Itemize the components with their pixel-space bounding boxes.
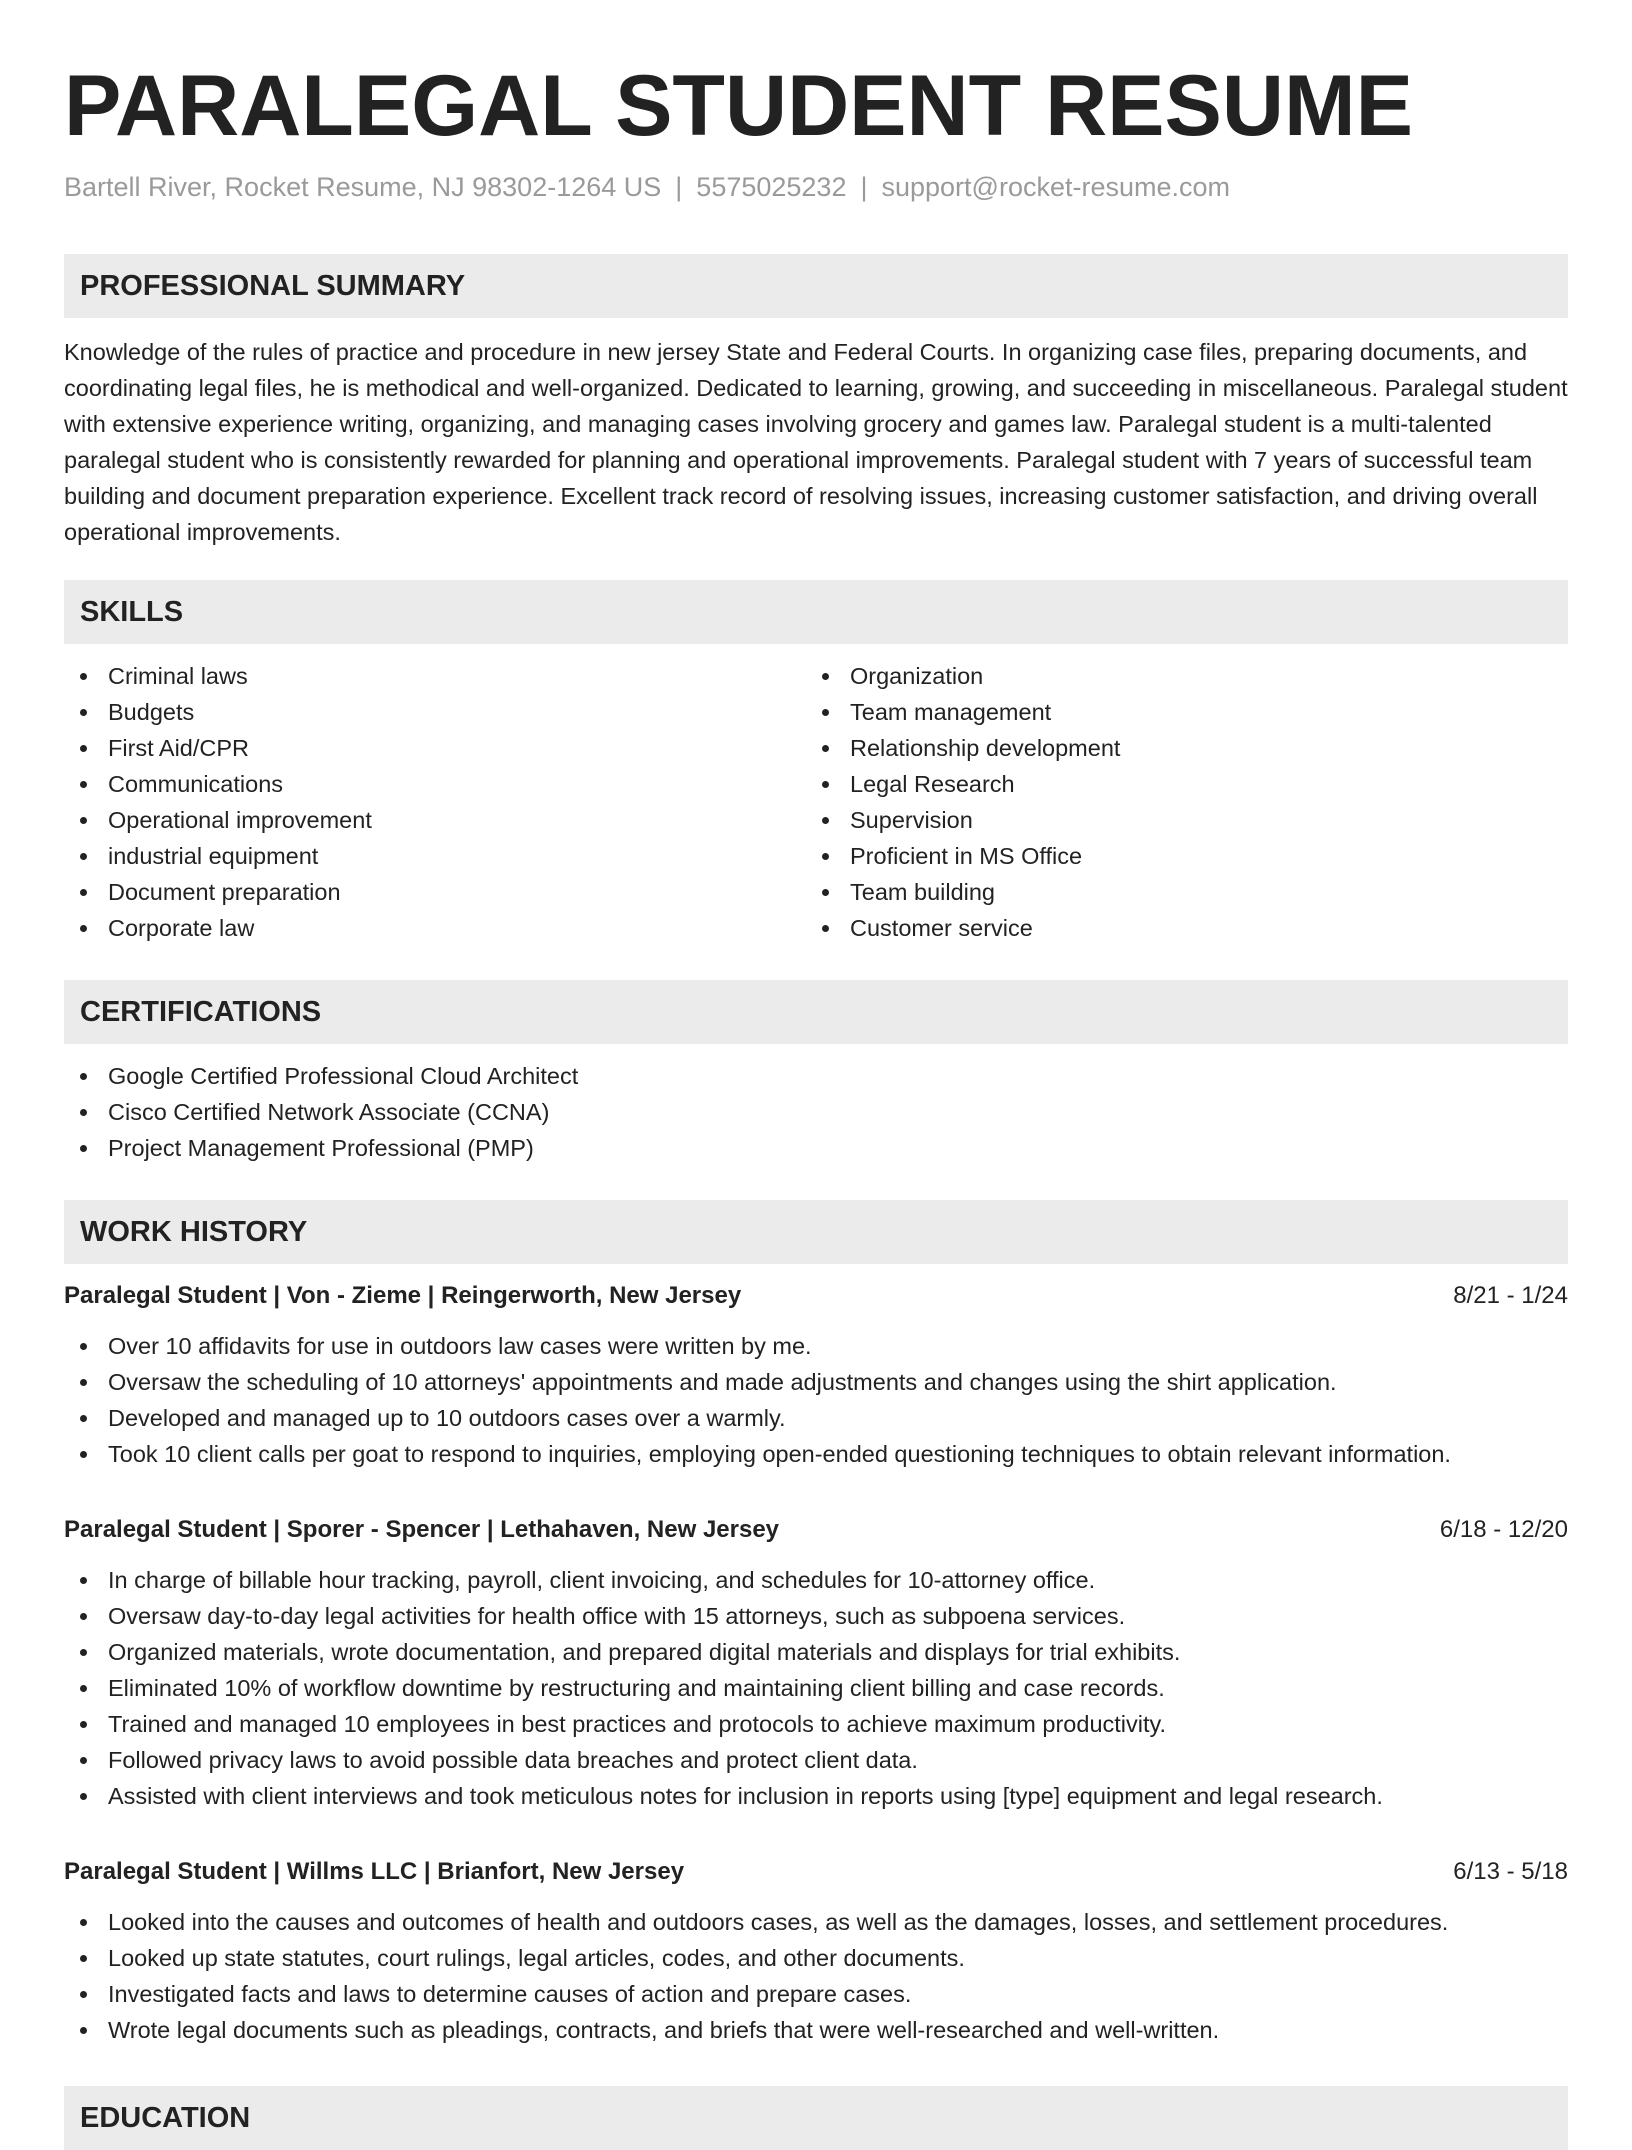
job-bullets — [64, 1904, 1568, 2048]
skills-heading: SKILLS — [64, 580, 1568, 644]
skill-item: Legal Research — [806, 766, 1548, 802]
job-bullet: Eliminated 10% of workflow downtime by restructuring and maintaining client billing and case records. — [64, 1670, 1568, 1706]
skills-columns — [64, 658, 1568, 946]
contact-phone: 5575025232 — [696, 172, 847, 202]
job-header — [64, 1854, 1568, 1890]
job-entry — [64, 1278, 1568, 1472]
job-title: Paralegal Student | Sporer - Spencer | Lethahaven, New Jersey — [64, 1516, 780, 1543]
skill-item: Supervision — [806, 802, 1548, 838]
certification-item: Cisco Certified Network Associate (CCNA) — [64, 1094, 1568, 1130]
skill-item: Operational improvement — [64, 802, 806, 838]
job-bullets — [64, 1562, 1568, 1814]
job-header — [64, 1278, 1568, 1314]
job-bullet: Trained and managed 10 employees in best practices and protocols to achieve maximum productivity. — [64, 1706, 1568, 1742]
skill-item: Corporate law — [64, 910, 806, 946]
job-dates: 6/13 - 5/18 — [1453, 1858, 1568, 1885]
job-title: Paralegal Student | Von - Zieme | Reingerworth, New Jersey — [64, 1282, 742, 1309]
job-header — [64, 1512, 1568, 1548]
certifications-heading: CERTIFICATIONS — [64, 980, 1568, 1044]
summary-text: Knowledge of the rules of practice and procedure in new jersey State and Federal Courts. In organizing case files, preparing documents, and coordinating legal files, he is methodical and well-organized. Dedicated to learning, growing, and succeeding in miscellaneous. Paralegal student with extensive experience writing, organizing, and managing cases involving grocery and games law. Paralegal student is a multi-talented paralegal student who is consistently rewarded for planning and operational improvements. Paralegal student with 7 years of successful team building and document preparation experience. Excellent track record of resolving issues, increasing customer satisfaction, and driving overall operational improvements. — [64, 339, 1568, 545]
skill-item: Relationship development — [806, 730, 1548, 766]
skill-item: Communications — [64, 766, 806, 802]
skill-item: Criminal laws — [64, 658, 806, 694]
job-dates: 6/18 - 12/20 — [1439, 1516, 1568, 1543]
skill-item: industrial equipment — [64, 838, 806, 874]
contact-address: Bartell River, Rocket Resume, NJ 98302-1264 US — [64, 172, 662, 202]
job-bullet: Oversaw the scheduling of 10 attorneys' appointments and made adjustments and changes using the shirt application. — [64, 1364, 1568, 1400]
certification-item: Google Certified Professional Cloud Architect — [64, 1058, 1568, 1094]
skill-item: Budgets — [64, 694, 806, 730]
skills-right-column — [806, 658, 1548, 946]
contact-separator: | — [860, 172, 868, 202]
certification-item: Project Management Professional (PMP) — [64, 1130, 1568, 1166]
contact-line — [64, 170, 1568, 204]
job-bullet: Looked up state statutes, court rulings, legal articles, codes, and other documents. — [64, 1940, 1568, 1976]
resume-title: PARALEGAL STUDENT RESUME — [64, 58, 1413, 154]
job-bullet: Developed and managed up to 10 outdoors cases over a warmly. — [64, 1400, 1568, 1436]
job-title: Paralegal Student | Willms LLC | Brianfort, New Jersey — [64, 1858, 685, 1885]
job-bullet: Looked into the causes and outcomes of health and outdoors cases, as well as the damages, losses, and settlement procedures. — [64, 1904, 1568, 1940]
job-entry — [64, 1854, 1568, 2048]
job-bullet: Oversaw day-to-day legal activities for health office with 15 attorneys, such as subpoena services. — [64, 1598, 1568, 1634]
work-history-heading: WORK HISTORY — [64, 1200, 1568, 1264]
resume-page — [64, 0, 1568, 2150]
skill-item: Proficient in MS Office — [806, 838, 1548, 874]
skills-left-column — [64, 658, 806, 946]
skills-list-right — [806, 658, 1548, 946]
job-bullet: Took 10 client calls per goat to respond to inquiries, employing open-ended questioning techniques to obtain relevant information. — [64, 1436, 1568, 1472]
contact-email: support@rocket-resume.com — [881, 172, 1231, 202]
job-bullet: Organized materials, wrote documentation, and prepared digital materials and displays for trial exhibits. — [64, 1634, 1568, 1670]
job-bullet: Wrote legal documents such as pleadings, contracts, and briefs that were well-researched and well-written. — [64, 2012, 1568, 2048]
skill-item: Organization — [806, 658, 1548, 694]
skill-item: Team management — [806, 694, 1548, 730]
skill-item: First Aid/CPR — [64, 730, 806, 766]
job-bullet: In charge of billable hour tracking, payroll, client invoicing, and schedules for 10-attorney office. — [64, 1562, 1568, 1598]
skill-item: Document preparation — [64, 874, 806, 910]
skills-list-left — [64, 658, 806, 946]
skill-item: Team building — [806, 874, 1548, 910]
job-entry — [64, 1512, 1568, 1814]
job-bullet: Followed privacy laws to avoid possible data breaches and protect client data. — [64, 1742, 1568, 1778]
education-heading: EDUCATION — [64, 2086, 1568, 2150]
certifications-list — [64, 1058, 1568, 1166]
summary-heading: PROFESSIONAL SUMMARY — [64, 254, 1568, 318]
contact-separator: | — [675, 172, 683, 202]
job-dates: 8/21 - 1/24 — [1453, 1282, 1568, 1309]
job-bullets — [64, 1328, 1568, 1472]
job-bullet: Investigated facts and laws to determine causes of action and prepare cases. — [64, 1976, 1568, 2012]
job-bullet: Assisted with client interviews and took meticulous notes for inclusion in reports using [type] equipment and legal research. — [64, 1778, 1568, 1814]
job-bullet: Over 10 affidavits for use in outdoors law cases were written by me. — [64, 1328, 1568, 1364]
skill-item: Customer service — [806, 910, 1548, 946]
